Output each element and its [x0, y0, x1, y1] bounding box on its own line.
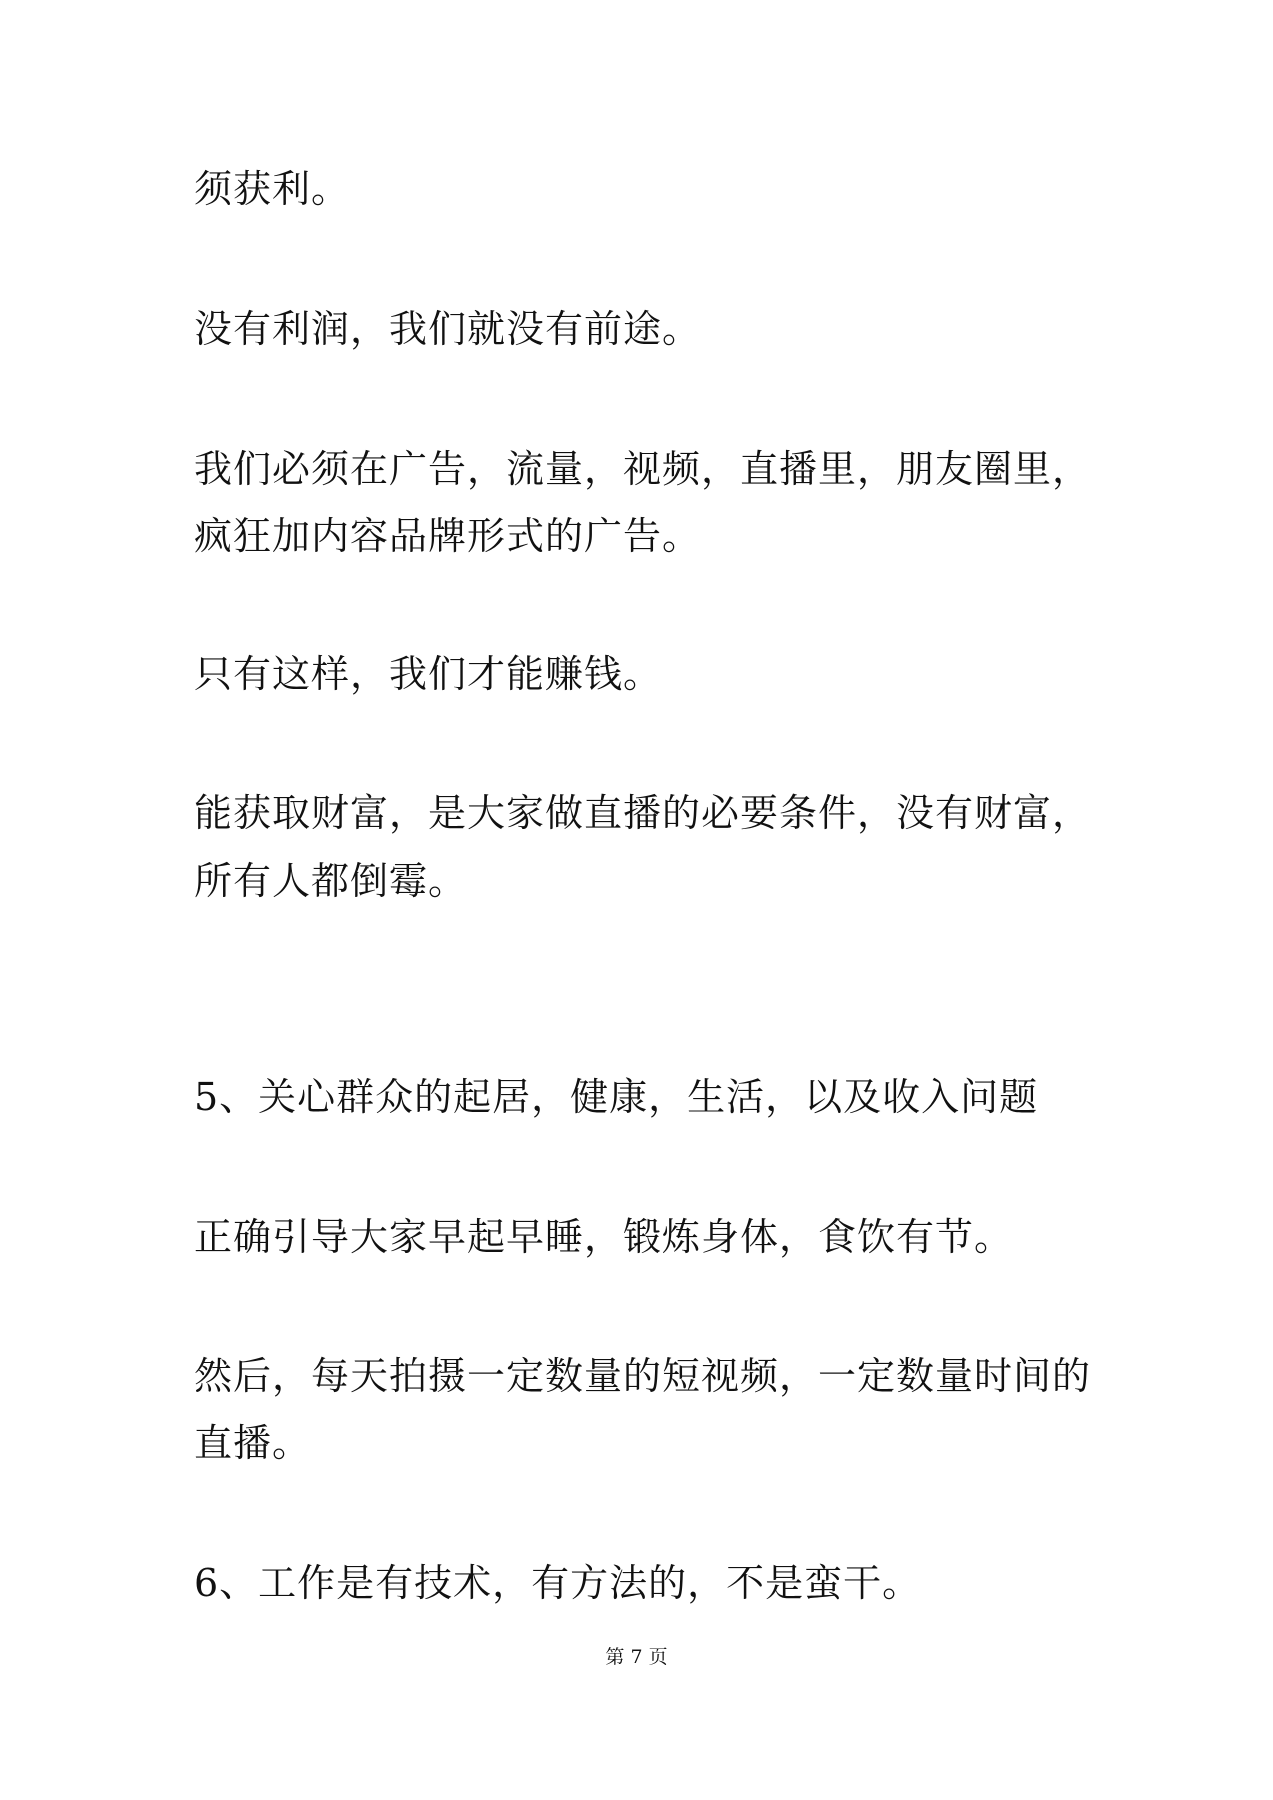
- paragraph-line: 然后，每天拍摄一定数量的短视频，一定数量时间的: [194, 1354, 1092, 1398]
- paragraph-line: 只有这样，我们才能赚钱。: [194, 652, 663, 696]
- section-heading: 6、工作是有技术，有方法的，不是蛮干。: [194, 1561, 922, 1605]
- paragraph-line: 能获取财富，是大家做直播的必要条件，没有财富，: [194, 791, 1092, 835]
- paragraph-line: 疯狂加内容品牌形式的广告。: [194, 514, 702, 558]
- paragraph-line: 须获利。: [194, 167, 351, 211]
- section-heading: 5、关心群众的起居，健康，生活，以及收入问题: [194, 1075, 1039, 1119]
- paragraph-line: 直播。: [194, 1421, 312, 1465]
- paragraph-line: 所有人都倒霉。: [194, 859, 468, 903]
- paragraph-line: 正确引导大家早起早睡，锻炼身体，食饮有节。: [194, 1215, 1014, 1259]
- paragraph-line: 没有利润，我们就没有前途。: [194, 307, 702, 351]
- paragraph-line: 我们必须在广告，流量，视频，直播里，朋友圈里，: [194, 447, 1092, 491]
- page-number: 第 7 页: [605, 1646, 668, 1668]
